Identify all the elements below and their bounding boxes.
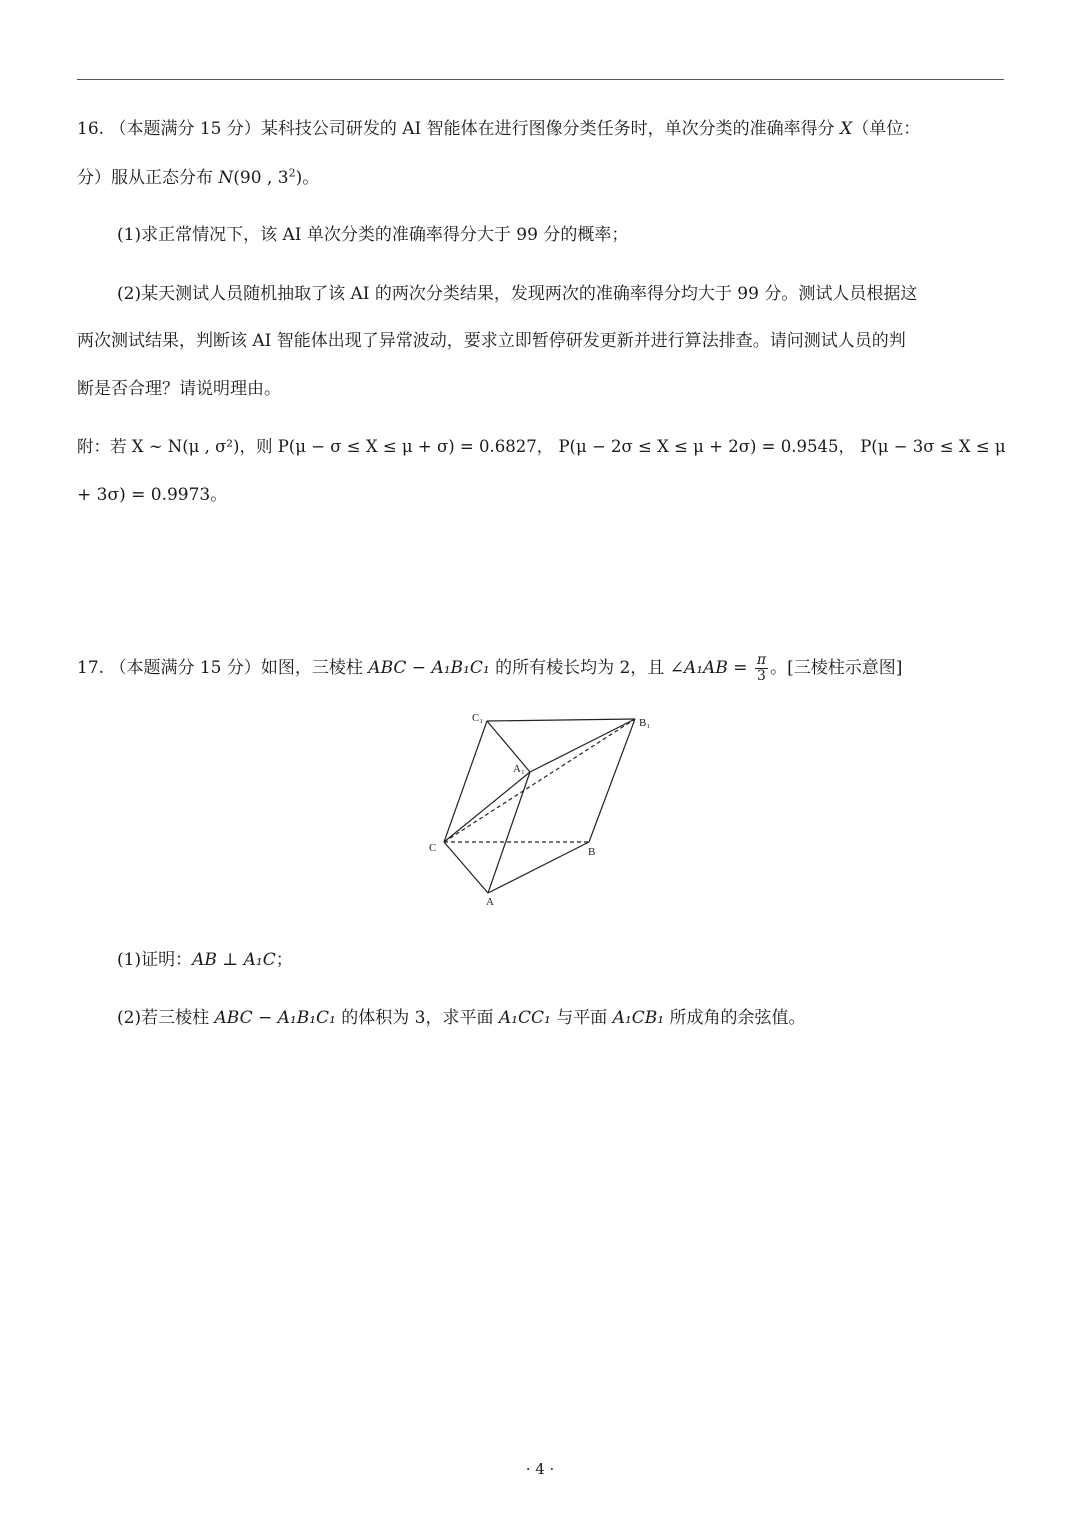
q17-part2-plane2: A₁CB₁: [612, 1008, 665, 1028]
edge-c-a: [444, 842, 488, 893]
q16-line2: [77, 166, 319, 190]
header-rule: [77, 79, 1004, 80]
q16-dist-end: )。: [295, 168, 320, 188]
label-b: B: [588, 846, 596, 858]
edge-c1-b1: [487, 719, 635, 721]
q16-note-line1: 附：若 X ∼ N(μ , σ²)，则 P(μ − σ ≤ X ≤ μ + σ) = 0.6827， P(μ − 2σ ≤ X ≤ μ + 2σ) = 0.9545， P(μ − 3σ ≤ X ≤ μ: [77, 437, 1006, 456]
q16-stem-text-end: （单位：: [852, 119, 921, 139]
page-number: · 4 ·: [525, 1460, 555, 1478]
edge-c-b1-hidden: [444, 719, 635, 842]
edge-a1-b1: [530, 719, 635, 772]
q16-dist-params: (90 , 3: [233, 168, 289, 188]
q16-dist-text: 分）服从正态分布: [77, 168, 219, 188]
q16-note-line2: + 3σ) = 0.9973。: [77, 485, 228, 505]
q17-stem-text-mid: 的所有棱长均为 2，且 ∠: [489, 658, 684, 678]
q17-part2-text: (2)若三棱柱: [117, 1008, 215, 1028]
q17-part2: [117, 1006, 805, 1030]
q17-part1: [117, 948, 293, 972]
q17-part2-plane1: A₁CC₁: [498, 1008, 551, 1028]
q17-fraction-denominator: 3: [757, 668, 766, 684]
q17-fraction: [755, 653, 768, 684]
q17-equals: =: [727, 658, 753, 678]
q17-part2-text-mid: 的体积为 3，求平面: [335, 1008, 499, 1028]
q17-part2-text-mid2: 与平面: [550, 1008, 613, 1028]
q17-stem-end: 。[三棱柱示意图]: [770, 658, 903, 678]
q17-prism-name: ABC − A₁B₁C₁: [368, 658, 490, 678]
q17-part2-prism: ABC − A₁B₁C₁: [214, 1008, 336, 1028]
q16-line1: [77, 117, 920, 141]
q17-stem: [77, 653, 902, 684]
q16-part2-line1: (2)某天测试人员随机抽取了该 AI 的两次分类结果，发现两次的准确率得分均大于 99 分。测试人员根据这: [117, 284, 918, 304]
label-a1: A₁: [513, 763, 525, 775]
prism-figure: [420, 705, 680, 910]
q17-fraction-numerator: π: [756, 652, 767, 668]
q16-dist-exponent: 2: [288, 166, 296, 180]
label-c: C: [429, 842, 437, 854]
q16-part2-line2: 两次测试结果，判断该 AI 智能体出现了异常波动，要求立即暂停研发更新并进行算法排查。请问测试人员的判: [77, 331, 906, 351]
label-b1: B₁: [639, 717, 651, 729]
q17-part2-end: 所成角的余弦值。: [664, 1008, 806, 1028]
q17-part1-expr: AB ⊥ A₁C: [192, 950, 276, 970]
q17-stem-text: 17. （本题满分 15 分）如图，三棱柱: [77, 658, 369, 678]
q16-variable: X: [840, 119, 853, 139]
edge-b1-b: [589, 719, 635, 842]
q16-dist-symbol: N: [218, 168, 234, 188]
label-c1: C₁: [472, 712, 484, 724]
q16-part2-line3: 断是否合理？请说明理由。: [77, 379, 281, 399]
q17-angle-name: A₁AB: [683, 658, 728, 678]
q16-part1: (1)求正常情况下，该 AI 单次分类的准确率得分大于 99 分的概率；: [117, 225, 629, 245]
q16-stem-text: 16. （本题满分 15 分）某科技公司研发的 AI 智能体在进行图像分类任务时，单次分类的准确率得分: [77, 119, 841, 139]
q17-part1-text: (1)证明：: [117, 950, 193, 970]
label-a: A: [486, 896, 494, 908]
prism-diagram: [420, 705, 680, 910]
q17-part1-end: ；: [275, 950, 293, 970]
